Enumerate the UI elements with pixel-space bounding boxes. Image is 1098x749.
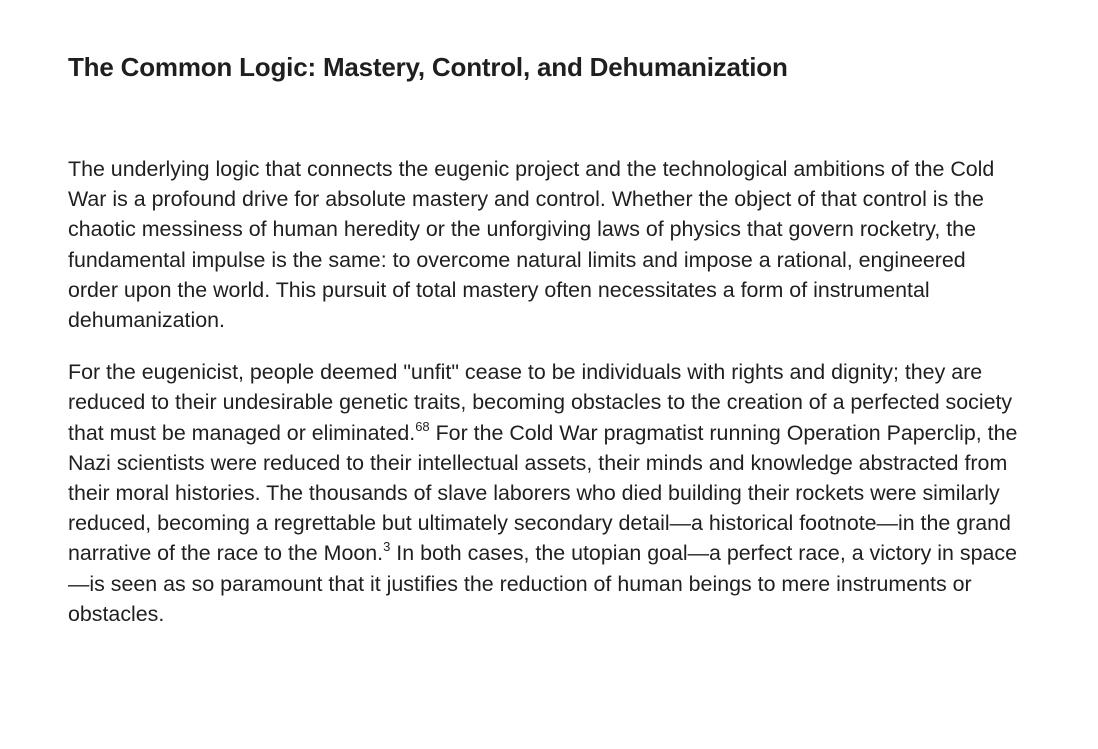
paragraph-2: [68, 357, 1018, 629]
footnote-ref-68[interactable]: 68: [415, 418, 430, 434]
section-heading: The Common Logic: Mastery, Control, and Dehumanization: [68, 52, 788, 82]
footnote-ref-3[interactable]: 3: [383, 539, 391, 555]
paragraph-2-part-1: For the eugenicist, people deemed "unfit" cease to be individuals with rights and dignity; they are reduced to their undesirable genetic traits, becoming obstacles to the creation of a perfected society that must be managed or eliminated.: [68, 360, 1013, 445]
section-body: [68, 154, 1018, 629]
paragraph-2-part-3: In both cases, the utopian goal—a perfect race, a victory in space—is seen as so paramount that it justifies the reduction of human beings to mere instruments or obstacles.: [68, 541, 1017, 626]
paragraph-1: The underlying logic that connects the eugenic project and the technological ambitions of the Cold War is a profound drive for absolute mastery and control. Whether the object of that control is the chaotic messiness of human heredity or the unforgiving laws of physics that govern rocketry, the fundamental impulse is the same: to overcome natural limits and impose a rational, engineered order upon the world. This pursuit of total mastery often necessitates a form of instrumental dehumanization.: [68, 157, 995, 333]
paragraph-2-part-2: For the Cold War pragmatist running Operation Paperclip, the Nazi scientists were reduced to their intellectual assets, their minds and knowledge abstracted from their moral histories. The thousands of slave laborers who died building their rockets were similarly reduced, becoming a regrettable but ultimately secondary detail—a historical footnote—in the grand narrative of the race to the Moon.: [68, 420, 1018, 566]
